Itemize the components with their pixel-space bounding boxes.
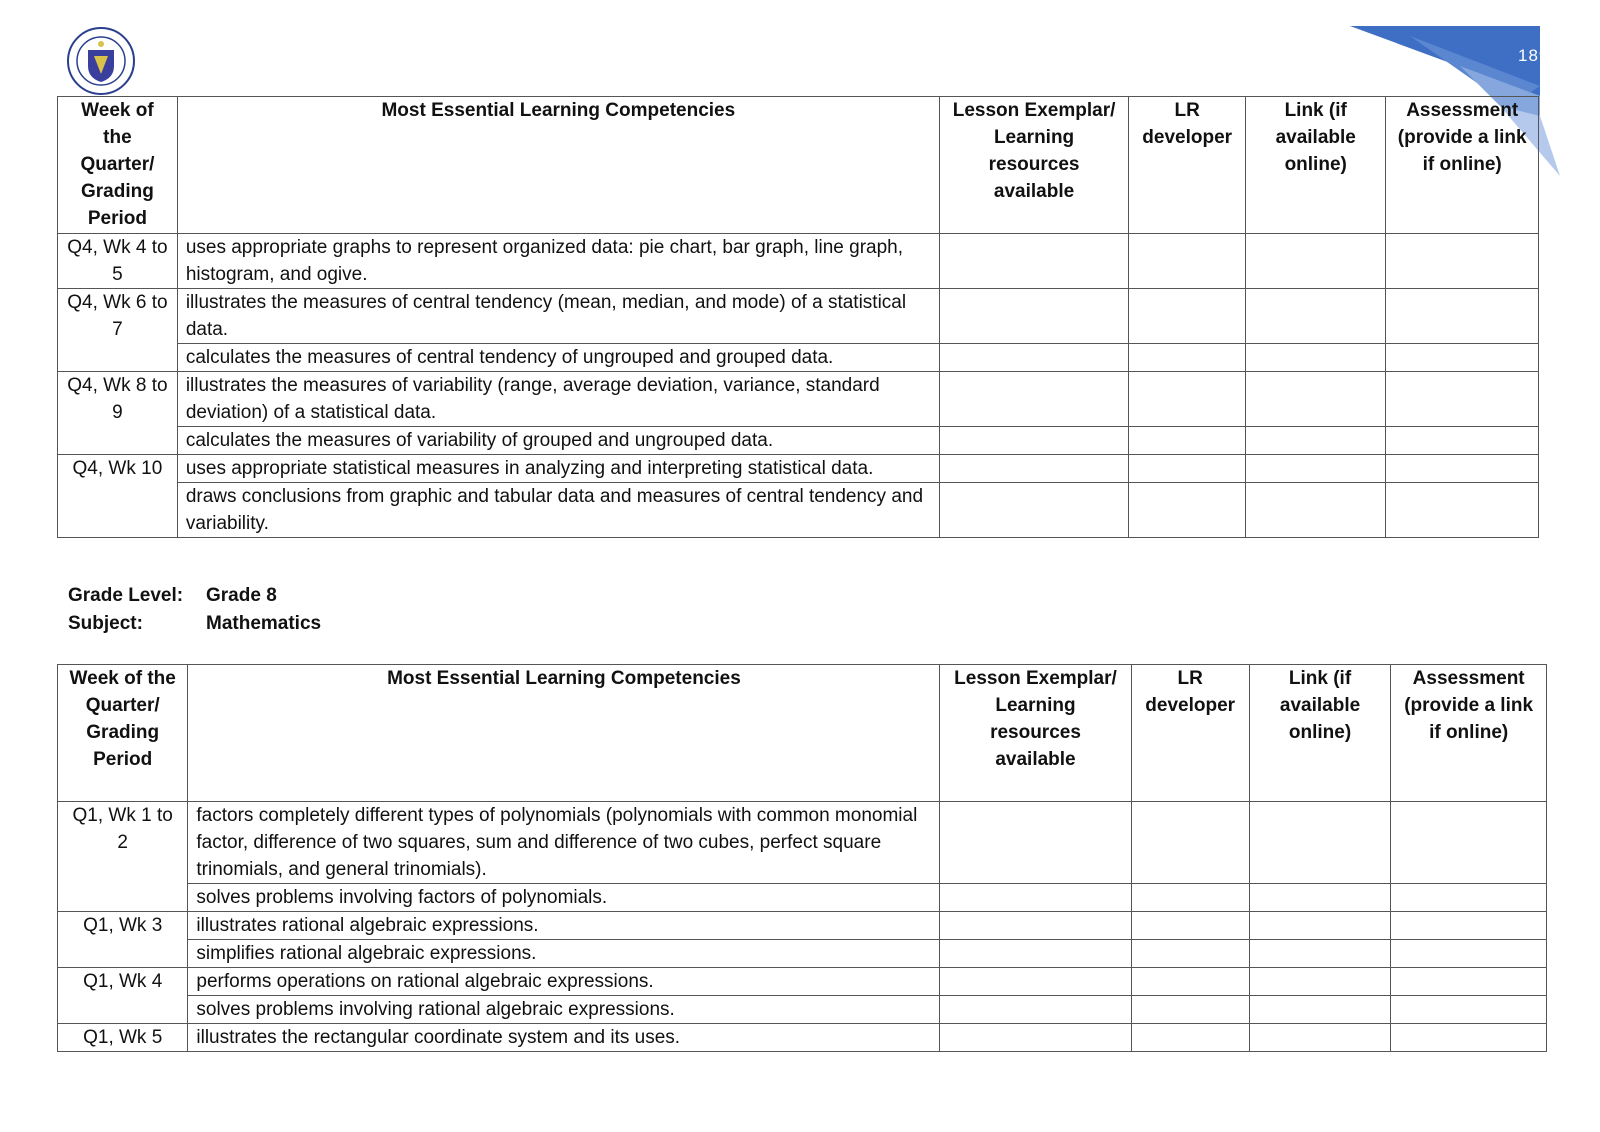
link-cell[interactable] [1249,940,1391,968]
lesson-cell[interactable] [939,372,1128,427]
table-row [58,372,1539,427]
lesson-cell[interactable] [939,483,1128,538]
developer-cell[interactable] [1131,912,1249,940]
assessment-cell[interactable] [1386,344,1539,372]
assessment-cell[interactable] [1386,427,1539,455]
assessment-cell[interactable] [1386,455,1539,483]
developer-cell[interactable] [1131,1024,1249,1052]
header-assessment: Assessment (provide a link if online) [1386,97,1539,234]
competency-cell: performs operations on rational algebraic expressions. [188,968,940,996]
table-row [58,968,1547,996]
link-cell[interactable] [1249,912,1391,940]
competency-cell: factors completely different types of polynomials (polynomials with common monomial factor, difference of two squares, sum and difference of two cubes, perfect square trinomials, and general trinomials). [188,802,940,884]
developer-cell[interactable] [1131,996,1249,1024]
assessment-cell[interactable] [1391,940,1547,968]
header-assessment: Assessment (provide a link if online) [1391,665,1547,802]
developer-cell[interactable] [1131,884,1249,912]
header-lesson-exemplar: Lesson Exemplar/ Learning resources available [940,665,1131,802]
developer-cell[interactable] [1129,234,1246,289]
lesson-cell[interactable] [940,884,1131,912]
link-cell[interactable] [1246,289,1386,344]
table-row [58,234,1539,289]
lesson-cell[interactable] [939,289,1128,344]
week-cell: Q1, Wk 3 [58,912,188,968]
week-cell: Q1, Wk 4 [58,968,188,1024]
week-cell: Q1, Wk 1 to 2 [58,802,188,912]
competency-cell: solves problems involving rational algebraic expressions. [188,996,940,1024]
table-row [58,912,1547,940]
developer-cell[interactable] [1129,483,1246,538]
header-link: Link (if available online) [1246,97,1386,234]
link-cell[interactable] [1249,996,1391,1024]
link-cell[interactable] [1249,1024,1391,1052]
assessment-cell[interactable] [1391,884,1547,912]
competency-cell: uses appropriate statistical measures in analyzing and interpreting statistical data. [177,455,939,483]
header-lr-developer: LR developer [1131,665,1249,802]
assessment-cell[interactable] [1391,802,1547,884]
developer-cell[interactable] [1129,372,1246,427]
header-lesson-exemplar: Lesson Exemplar/ Learning resources available [939,97,1128,234]
header-lr-developer: LR developer [1129,97,1246,234]
competency-cell: simplifies rational algebraic expressions. [188,940,940,968]
week-cell: Q4, Wk 10 [58,455,178,538]
week-cell: Q4, Wk 8 to 9 [58,372,178,455]
subject-value: Mathematics [206,613,322,634]
developer-cell[interactable] [1131,940,1249,968]
competency-cell: illustrates rational algebraic expressions. [188,912,940,940]
week-cell: Q4, Wk 6 to 7 [58,289,178,372]
grade-level-value: Grade 8 [206,585,277,606]
link-cell[interactable] [1249,802,1391,884]
assessment-cell[interactable] [1391,912,1547,940]
assessment-cell[interactable] [1391,996,1547,1024]
table-row [58,996,1547,1024]
lesson-cell[interactable] [939,455,1128,483]
developer-cell[interactable] [1129,455,1246,483]
assessment-cell[interactable] [1386,483,1539,538]
table-row [58,427,1539,455]
link-cell[interactable] [1246,455,1386,483]
competency-cell: solves problems involving factors of polynomials. [188,884,940,912]
link-cell[interactable] [1246,234,1386,289]
competency-cell: draws conclusions from graphic and tabular data and measures of central tendency and variability. [177,483,939,538]
lesson-cell[interactable] [939,234,1128,289]
week-cell: Q1, Wk 5 [58,1024,188,1052]
link-cell[interactable] [1246,372,1386,427]
assessment-cell[interactable] [1391,968,1547,996]
lesson-cell[interactable] [940,968,1131,996]
table-row [58,940,1547,968]
assessment-cell[interactable] [1386,234,1539,289]
header-link: Link (if available online) [1249,665,1391,802]
lesson-cell[interactable] [940,912,1131,940]
table-row [58,344,1539,372]
lesson-cell[interactable] [939,344,1128,372]
table-row [58,483,1539,538]
table-row [58,802,1547,884]
week-cell: Q4, Wk 4 to 5 [58,234,178,289]
table-row [58,455,1539,483]
competency-table-1 [57,96,1539,538]
subject-label: Subject: [68,613,143,634]
link-cell[interactable] [1246,344,1386,372]
link-cell[interactable] [1249,884,1391,912]
competency-cell: illustrates the measures of central tendency (mean, median, and mode) of a statistical data. [177,289,939,344]
header-competencies: Most Essential Learning Competencies [177,97,939,234]
page-number: 189 [1518,46,1550,65]
developer-cell[interactable] [1129,289,1246,344]
lesson-cell[interactable] [940,940,1131,968]
header-week: Week of the Quarter/ Grading Period [58,97,178,234]
table-row [58,289,1539,344]
link-cell[interactable] [1246,483,1386,538]
grade-level-label: Grade Level: [68,585,184,606]
competency-cell: uses appropriate graphs to represent organized data: pie chart, bar graph, line graph, histogram, and ogive. [177,234,939,289]
lesson-cell[interactable] [940,996,1131,1024]
header-week: Week of the Quarter/ Grading Period [58,665,188,802]
developer-cell[interactable] [1131,802,1249,884]
lesson-cell[interactable] [940,802,1131,884]
lesson-cell[interactable] [940,1024,1131,1052]
developer-cell[interactable] [1131,968,1249,996]
competency-cell: calculates the measures of variability of grouped and ungrouped data. [177,427,939,455]
link-cell[interactable] [1246,427,1386,455]
developer-cell[interactable] [1129,344,1246,372]
competency-cell: illustrates the measures of variability (range, average deviation, variance, standard deviation) of a statistical data. [177,372,939,427]
link-cell[interactable] [1249,968,1391,996]
competency-cell: calculates the measures of central tendency of ungrouped and grouped data. [177,344,939,372]
assessment-cell[interactable] [1386,372,1539,427]
developer-cell[interactable] [1129,427,1246,455]
assessment-cell[interactable] [1391,1024,1547,1052]
assessment-cell[interactable] [1386,289,1539,344]
competency-table-2 [57,664,1547,1052]
deped-seal-icon [66,26,136,96]
grade-subject-info [68,582,321,638]
lesson-cell[interactable] [939,427,1128,455]
header-competencies: Most Essential Learning Competencies [188,665,940,802]
table-row [58,884,1547,912]
competency-cell: illustrates the rectangular coordinate system and its uses. [188,1024,940,1052]
table-row [58,1024,1547,1052]
